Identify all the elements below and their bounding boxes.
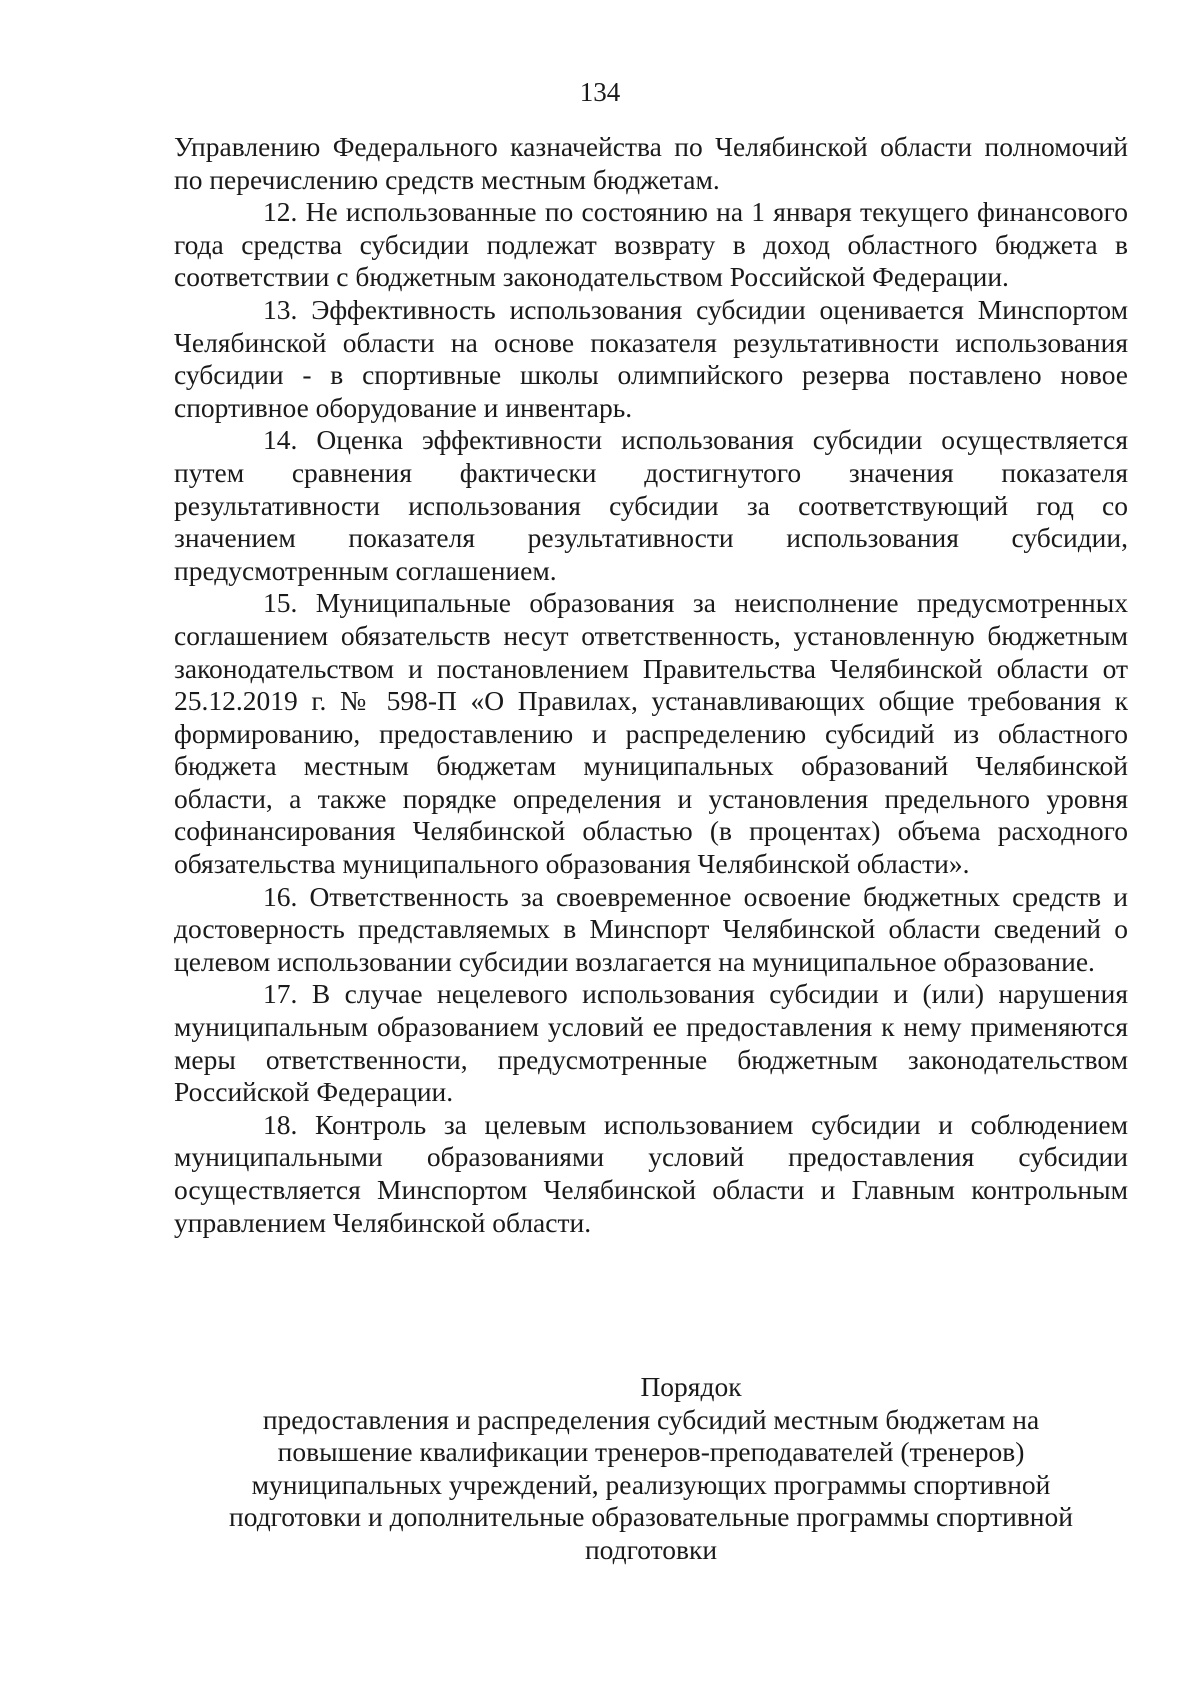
paragraph-15: 15. Муниципальные образования за неисполнение предусмотренных соглашением обязательств несут ответственность, установленную бюджетным законодательством и постановлением Правительства Челябинской области от 25.12.2019 г. № 598-П «О Правилах, устанавливающих общие требования к формированию, предоставлению и распределению субсидий из областного бюджета местным бюджетам муниципальных образований Челябинской области, а также порядке определения и установления предельного уровня софинансирования Челябинской областью (в процентах) объема расходного обязательства муниципального образования Челябинской области». bbox=[174, 587, 1128, 880]
paragraph-18: 18. Контроль за целевым использованием субсидии и соблюдением муниципальными образованиями условий предоставления субсидии осуществляется Минспортом Челябинской области и Главным контрольным управлением Челябинской области. bbox=[174, 1108, 1128, 1238]
section-subtitle: предоставления и распределения субсидий местным бюджетам на повышение квалификации тренеров-преподавателей (тренеров) муниципальных учреждений, реализующих программы спортивной подготовки и дополнительные образовательные программы спортивной подготовки bbox=[229, 1403, 1073, 1565]
paragraph-13: 13. Эффективность использования субсидии оценивается Минспортом Челябинской области на основе показателя результативности использования субсидии - в спортивные школы олимпийского резерва поставлено новое спортивное оборудование и инвентарь. bbox=[174, 293, 1128, 423]
paragraph-12: 12. Не использованные по состоянию на 1 января текущего финансового года средства субсидии подлежат возврату в доход областного бюджета в соответствии с бюджетным законодательством Российской Федерации. bbox=[174, 196, 1128, 293]
paragraph-14: 14. Оценка эффективности использования субсидии осуществляется путем сравнения фактически достигнутого значения показателя результативности использования субсидии за соответствующий год со значением показателя результативности использования субсидии, предусмотренным соглашением. bbox=[174, 424, 1128, 586]
section-title-block bbox=[174, 1371, 1128, 1567]
page-number: 134 bbox=[579, 77, 621, 107]
document-body bbox=[174, 131, 1128, 1239]
section-heading: Порядок bbox=[640, 1371, 742, 1402]
paragraph-17: 17. В случае нецелевого использования субсидии и (или) нарушения муниципальным образованием условий ее предоставления к нему применяются меры ответственности, предусмотренные бюджетным законодательством Российской Федерации. bbox=[174, 978, 1128, 1108]
paragraph-16: 16. Ответственность за своевременное освоение бюджетных средств и достоверность представляемых в Минспорт Челябинской области сведений о целевом использовании субсидии возлагается на муниципальное образование. bbox=[174, 880, 1128, 977]
paragraph-continuation: Управлению Федерального казначейства по Челябинской области полномочий по перечислению средств местным бюджетам. bbox=[174, 131, 1128, 195]
